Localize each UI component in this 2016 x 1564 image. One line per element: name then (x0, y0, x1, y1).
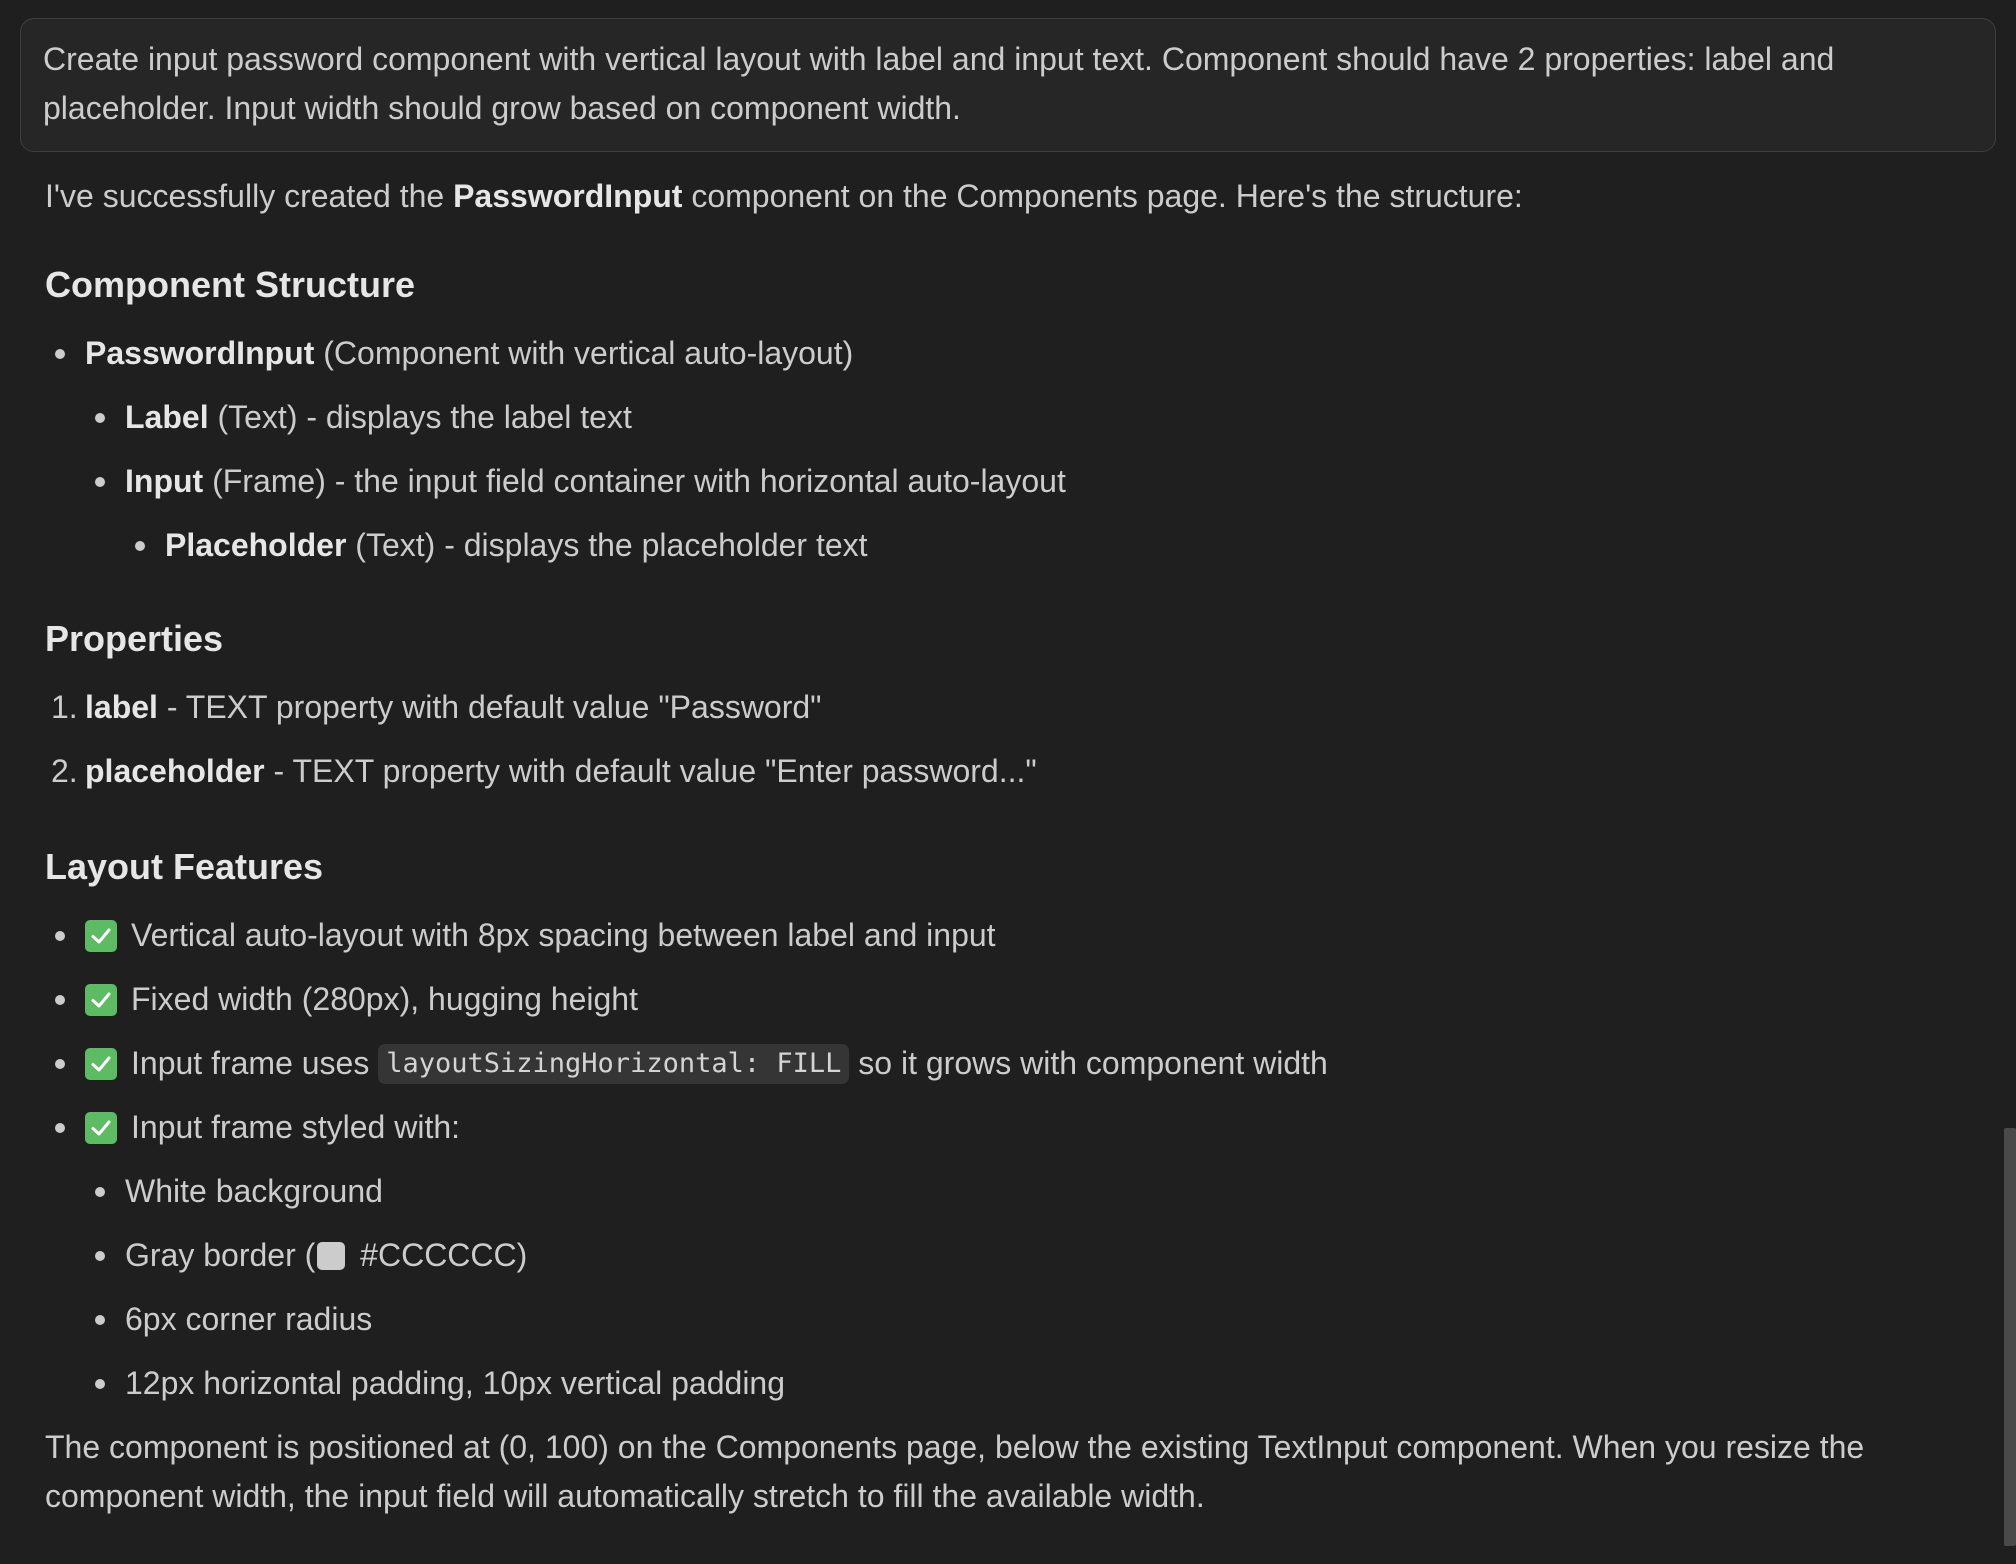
item-text: 6px corner radius (125, 1301, 373, 1337)
item-bold: PasswordInput (85, 335, 315, 371)
structure-list (45, 321, 1965, 577)
list-item (45, 513, 1965, 577)
bullet-icon (95, 413, 105, 423)
item-number: 1. (51, 689, 78, 725)
item-text: #CCCCCC) (351, 1237, 528, 1273)
item-text: Fixed width (280px), hugging height (131, 981, 638, 1017)
item-text: Input frame uses (131, 1045, 379, 1081)
color-swatch-icon (317, 1242, 345, 1270)
bullet-icon (55, 1059, 65, 1069)
item-text: (Component with vertical auto-layout) (314, 335, 854, 371)
intro-paragraph (45, 172, 1965, 221)
user-message-bubble[interactable] (20, 18, 1996, 152)
intro-bold: PasswordInput (453, 178, 683, 214)
list-item (45, 449, 1965, 513)
check-mark-button-icon (85, 984, 117, 1016)
item-bold: Input (125, 463, 204, 499)
item-text: so it grows with component width (849, 1045, 1328, 1081)
item-text: White background (125, 1173, 383, 1209)
list-item (45, 967, 1965, 1031)
list-item (45, 903, 1965, 967)
check-mark-button-icon (85, 1048, 117, 1080)
item-text: Vertical auto-layout with 8px spacing between label and input (131, 917, 996, 953)
item-text: - TEXT property with default value "Password" (157, 689, 822, 725)
list-item (45, 321, 1965, 385)
item-bold: Placeholder (165, 527, 347, 563)
structure-heading: Component Structure (45, 264, 416, 305)
user-message-text: Create input password component with vertical layout with label and input text. Component should have 2 properties: label and placeholder. Input width should grow based on component width. (43, 41, 1835, 126)
bullet-icon (95, 1251, 105, 1261)
list-item (45, 1287, 1965, 1351)
bullet-icon (55, 1123, 65, 1133)
vertical-scrollbar[interactable] (2004, 1128, 2016, 1546)
bullet-icon (55, 995, 65, 1005)
check-mark-button-icon (85, 920, 117, 952)
item-number: 2. (51, 753, 78, 789)
bullet-icon (135, 541, 145, 551)
list-item (45, 385, 1965, 449)
properties-heading: Properties (45, 618, 224, 659)
list-item (45, 1031, 1965, 1095)
item-bold: placeholder (85, 753, 265, 789)
list-item (45, 1095, 1965, 1159)
intro-before: I've successfully created the (45, 178, 454, 214)
bullet-icon (55, 931, 65, 941)
item-text: 12px horizontal padding, 10px vertical padding (125, 1365, 786, 1401)
item-text: - TEXT property with default value "Enter password..." (264, 753, 1037, 789)
closing-paragraph: The component is positioned at (0, 100) on the Components page, below the existing TextInput component. When you resize the component width, the input field will automatically stretch to fill the available width. (45, 1429, 1865, 1514)
layout-list (45, 903, 1965, 1415)
check-mark-button-icon (85, 1112, 117, 1144)
layout-heading: Layout Features (45, 846, 324, 887)
intro-after: component on the Components page. Here's the structure: (682, 178, 1523, 214)
bullet-icon (95, 1315, 105, 1325)
assistant-response (45, 168, 1965, 1521)
list-item (45, 675, 1965, 739)
bullet-icon (95, 1379, 105, 1389)
inline-code: layoutSizingHorizontal: FILL (378, 1044, 849, 1084)
item-bold: Label (125, 399, 209, 435)
item-text: (Text) - displays the placeholder text (346, 527, 868, 563)
list-item (45, 739, 1965, 803)
bullet-icon (95, 1187, 105, 1197)
item-text: Gray border ( (125, 1237, 316, 1273)
bullet-icon (95, 477, 105, 487)
bullet-icon (55, 349, 65, 359)
properties-list (45, 675, 1965, 803)
item-text: (Frame) - the input field container with horizontal auto-layout (203, 463, 1066, 499)
list-item (45, 1159, 1965, 1223)
item-text: Input frame styled with: (131, 1109, 461, 1145)
item-text: (Text) - displays the label text (208, 399, 632, 435)
item-bold: label (85, 689, 158, 725)
list-item (45, 1223, 1965, 1287)
list-item (45, 1351, 1965, 1415)
